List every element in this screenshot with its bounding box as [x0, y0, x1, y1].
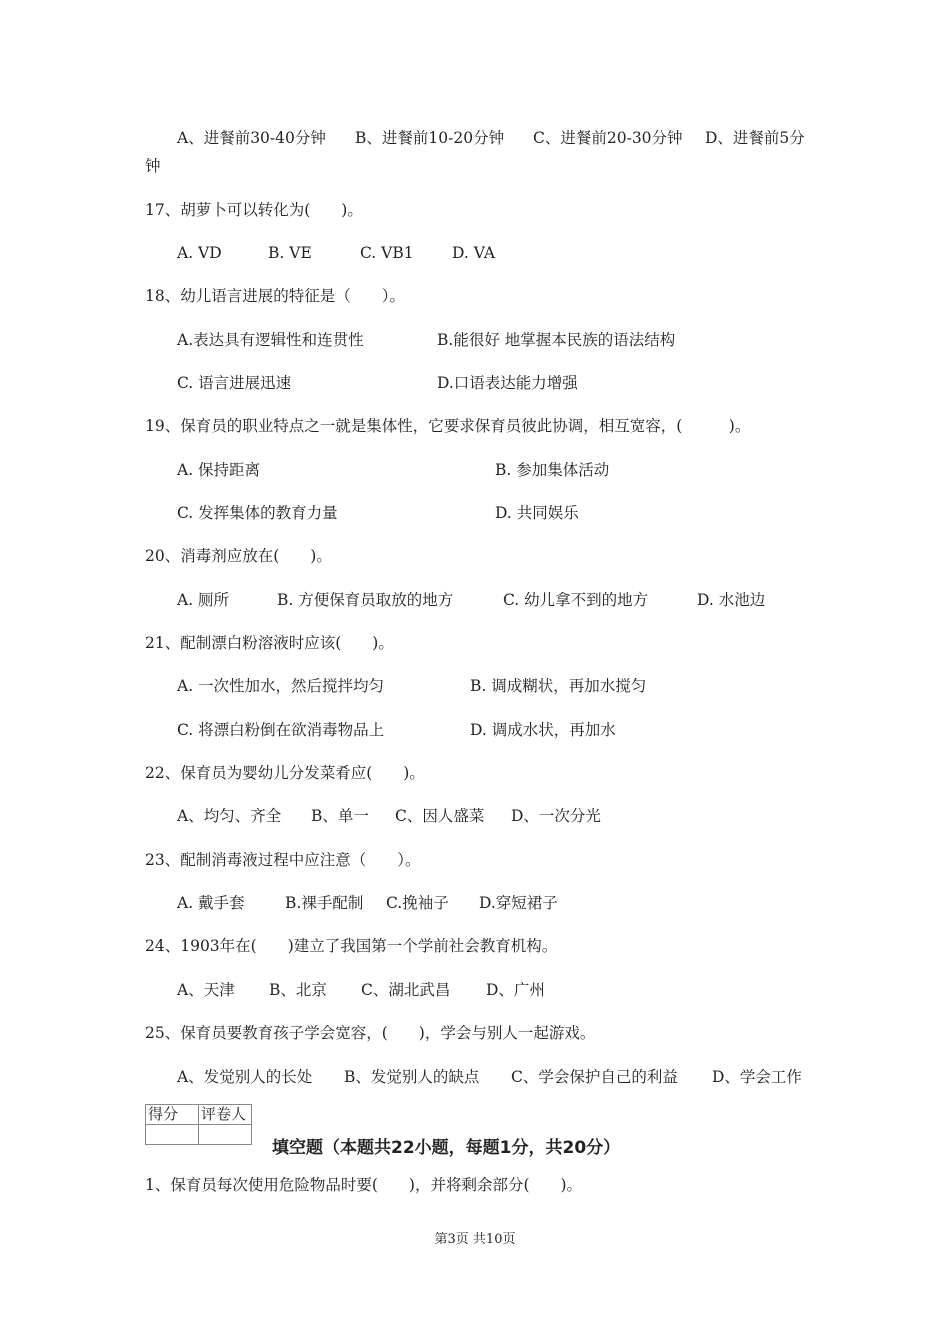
q16-wrap: 钟 [145, 157, 161, 175]
grader-label: 评卷人 [199, 1105, 252, 1125]
q17-option-c: C. VB1 [360, 244, 414, 262]
q18-option-c: C. 语言进展迅速 [177, 374, 292, 392]
q25-option-d: D、学会工作 [712, 1068, 802, 1086]
score-table-header [146, 1105, 252, 1125]
q20-option-c: C. 幼儿拿不到的地方 [503, 591, 649, 609]
q20-stem: 20、消毒剂应放在( )。 [145, 547, 332, 565]
q22-option-c: C、因人盛菜 [395, 807, 485, 825]
score-cell[interactable] [146, 1125, 199, 1145]
q16-option-d: D、进餐前5分 [705, 129, 805, 147]
q24-option-a: A、天津 [177, 981, 235, 999]
q24-option-b: B、北京 [269, 981, 327, 999]
q21-option-a: A. 一次性加水，然后搅拌均匀 [177, 677, 385, 695]
q23-option-b: B.裸手配制 [285, 894, 364, 912]
q25-stem: 25、保育员要教育孩子学会宽容，( )，学会与别人一起游戏。 [145, 1024, 596, 1042]
q22-option-d: D、一次分光 [511, 807, 601, 825]
q22-stem: 22、保育员为婴幼儿分发菜肴应( )。 [145, 764, 425, 782]
q19-option-a: A. 保持距离 [177, 461, 261, 479]
q21-option-b: B. 调成糊状，再加水搅匀 [470, 677, 647, 695]
q22-option-b: B、单一 [311, 807, 369, 825]
q18-option-b: B.能很好 地掌握本民族的语法结构 [437, 331, 676, 349]
q23-option-a: A. 戴手套 [177, 894, 245, 912]
q18-option-a: A.表达具有逻辑性和连贯性 [177, 331, 364, 349]
q20-option-b: B. 方便保育员取放的地方 [277, 591, 454, 609]
q19-stem: 19、保育员的职业特点之一就是集体性，它要求保育员彼此协调，相互宽容，( )。 [145, 417, 751, 435]
q18-stem: 18、幼儿语言进展的特征是（ ）。 [145, 287, 405, 305]
q25-option-b: B、发觉别人的缺点 [344, 1068, 480, 1086]
q18-option-d: D.口语表达能力增强 [437, 374, 578, 392]
q16-option-b: B、进餐前10-20分钟 [355, 129, 505, 147]
q24-option-c: C、湖北武昌 [361, 981, 451, 999]
q21-option-d: D. 调成水状，再加水 [470, 721, 616, 739]
q24-option-d: D、广州 [486, 981, 545, 999]
q19-option-d: D. 共同娱乐 [495, 504, 579, 522]
q23-option-c: C.挽袖子 [386, 894, 449, 912]
fill1-stem: 1、保育员每次使用危险物品时要( )，并将剩余部分( )。 [145, 1176, 583, 1194]
q17-option-d: D. VA [452, 244, 496, 262]
grader-cell[interactable] [199, 1125, 252, 1145]
q17-option-a: A. VD [177, 244, 222, 262]
q24-stem: 24、1903年在( )建立了我国第一个学前社会教育机构。 [145, 937, 558, 955]
q20-option-d: D. 水池边 [697, 591, 766, 609]
q25-option-c: C、学会保护自己的利益 [511, 1068, 678, 1086]
q16-option-a: A、进餐前30-40分钟 [177, 129, 326, 147]
q16-option-c: C、进餐前20-30分钟 [533, 129, 683, 147]
score-label: 得分 [146, 1105, 199, 1125]
page-footer: 第3页 共10页 [434, 1232, 516, 1247]
q17-stem: 17、胡萝卜可以转化为( )。 [145, 201, 363, 219]
q17-option-b: B. VE [268, 244, 312, 262]
q19-option-b: B. 参加集体活动 [495, 461, 610, 479]
q22-option-a: A、均匀、齐全 [177, 807, 282, 825]
score-table-blank-row [146, 1125, 252, 1145]
q21-stem: 21、配制漂白粉溶液时应该( )。 [145, 634, 394, 652]
q21-option-c: C. 将漂白粉倒在欲消毒物品上 [177, 721, 385, 739]
q25-option-a: A、发觉别人的长处 [177, 1068, 313, 1086]
q23-option-d: D.穿短裙子 [479, 894, 558, 912]
section-title: 填空题（本题共22小题，每题1分，共20分） [272, 1138, 621, 1158]
q20-option-a: A. 厕所 [177, 591, 230, 609]
score-table [145, 1104, 252, 1145]
q19-option-c: C. 发挥集体的教育力量 [177, 504, 338, 522]
q23-stem: 23、配制消毒液过程中应注意（ ）。 [145, 851, 421, 869]
